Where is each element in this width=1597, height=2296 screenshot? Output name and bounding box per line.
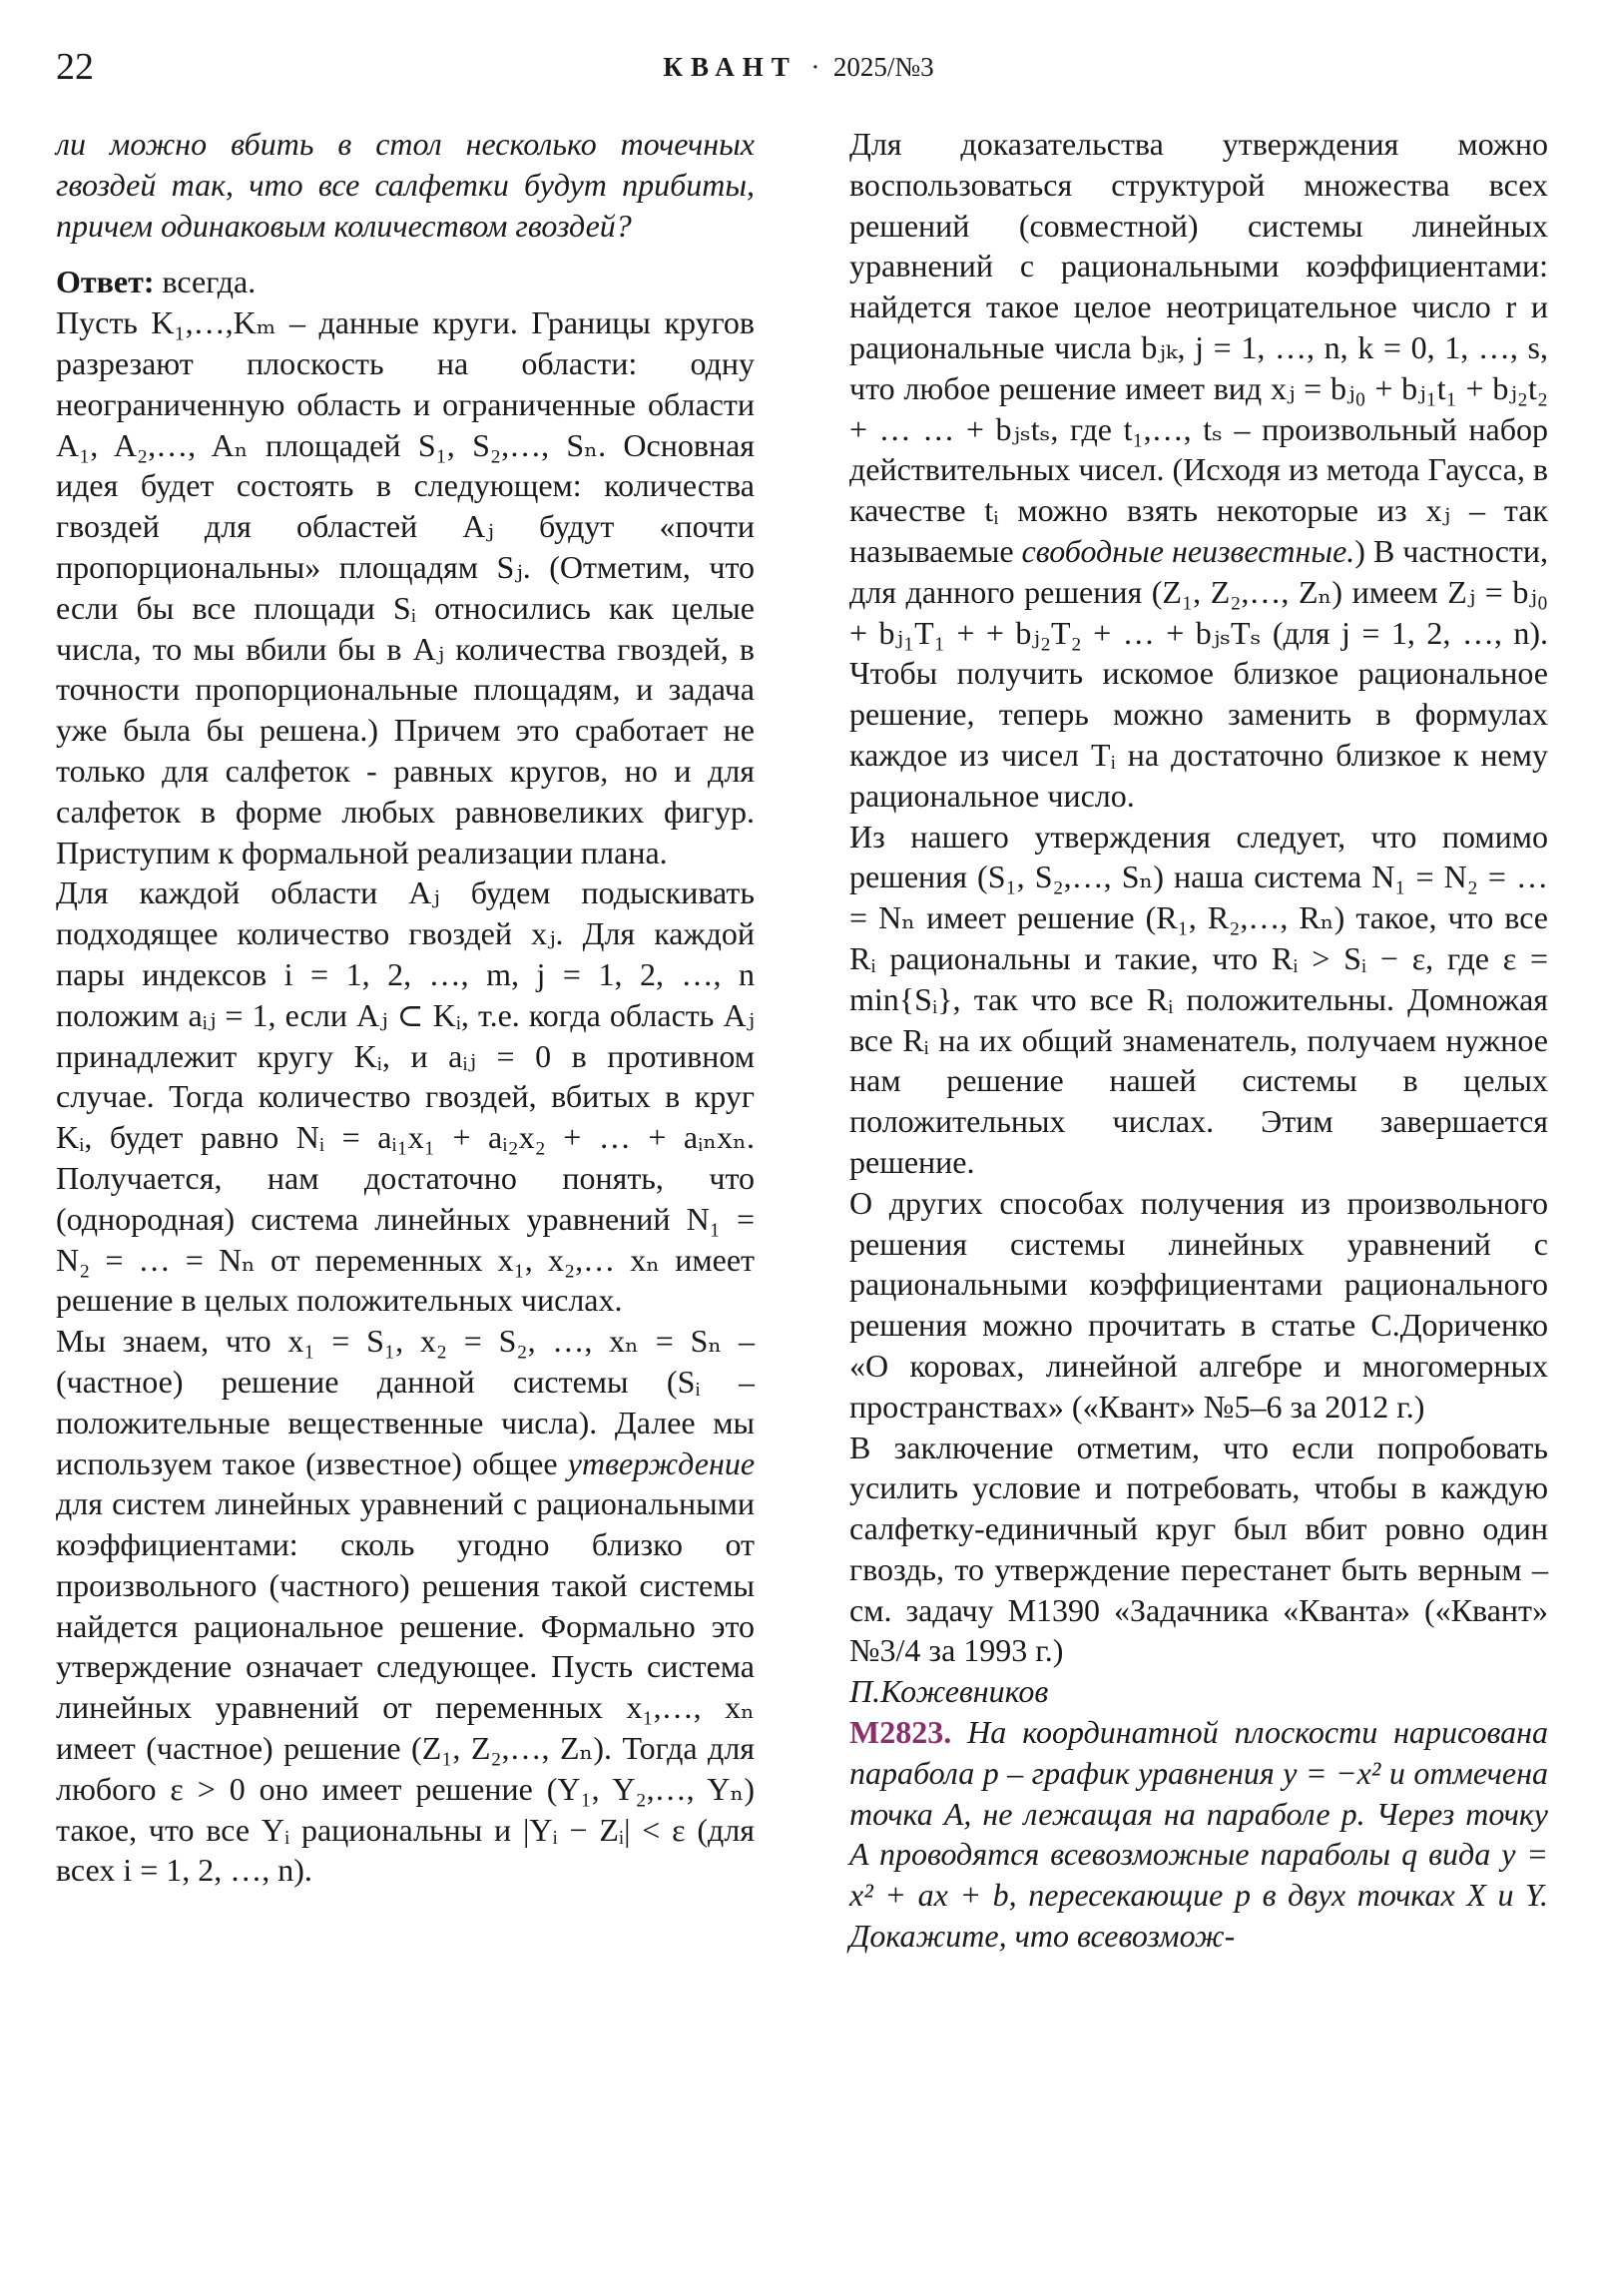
- author-signature: П.Кожевников: [849, 1673, 1049, 1710]
- paragraph-1: Пусть K₁,…,Kₘ – данные круги. Границы кругов разрезают плоскость на области: одну неограниченную область и ограниченные области A₁, A₂,…, Aₙ площадей S₁, S₂,…, Sₙ. Основная идея будет состоять в следующем: количества гвоздей для областей Aⱼ будут «почти пропорциональны» площадям Sⱼ. (Отметим, что если бы все площади Sᵢ относились как целые числа, то мы вбили бы в Aⱼ количества гвоздей, в точности пропорциональные площадям, и задача уже была бы решена.) Причем это сработает не только для салфеток - равных кругов, но и для салфеток в форме любых равновеликих фигур. Приступим к формальной реализации плана.: [56, 304, 755, 870]
- paragraph-6: О других способах получения из произвольного решения системы линейных уравнений с рациональными коэффициентами рационального решения можно прочитать в статье С.Дориченко «О коровах, линейной алгебре и многомерных пространствах» («Квант» №5–6 за 2012 г.): [849, 1184, 1548, 1425]
- paragraph-4-part-a: Для доказательства утверждения можно воспользоваться структурой множества всех решений (совместной) системы линейных уравнений с рациональными коэффициентами: найдется такое целое неотрицательное число r и рациональные числа bⱼₖ, j = 1, …, n, k = 0, 1, …, s, что любое решение имеет вид xⱼ = bⱼ₀ + bⱼ₁t₁ + bⱼ₂t₂ + … … + bⱼₛtₛ, где t₁,…, tₛ – произвольный набор действительных чисел. (Исходя из метода Гаусса, в качестве tᵢ можно взять некоторые из xⱼ – так называемые: [849, 126, 1548, 569]
- paragraph-2: Для каждой области Aⱼ будем подыскивать подходящее количество гвоздей xⱼ. Для каждой пары индексов i = 1, 2, …, m, j = 1, 2, …, n положим aᵢⱼ = 1, если Aⱼ ⊂ Kᵢ, т.е. когда область Aⱼ принадлежит кругу Kᵢ, и aᵢⱼ = 0 в противном случае. Тогда количество гвоздей, вбитых в круг Kᵢ, будет равно Nᵢ = aᵢ₁x₁ + aᵢ₂x₂ + … + aᵢₙxₙ. Получается, нам достаточно понять, что (однородная) система линейных уравнений N₁ = N₂ = … = Nₙ от переменных x₁, x₂,… xₙ имеет решение в целых положительных числах.: [56, 874, 755, 1319]
- next-problem: [849, 1712, 1548, 1957]
- paragraph-3-emphasis: утверждение: [567, 1444, 756, 1481]
- page-number: 22: [56, 46, 94, 88]
- journal-title: [56, 42, 1541, 92]
- problem-text: На координатной плоскости нарисована парабола p – график уравнения y = −x² и отмечена точка A, не лежащая на параболе p. Через точку A проводятся всевозможные параболы q вида y = x² + ax + b, пересекающие p в двух точках X и Y. Докажите, что всевозмож-: [849, 1714, 1548, 1955]
- page-header: [56, 42, 1541, 92]
- answer-label: Ответ:: [56, 264, 155, 300]
- answer-text: всегда.: [162, 264, 257, 300]
- issue-number: 2025/№3: [832, 52, 934, 82]
- paragraph-3: [56, 1321, 755, 1891]
- journal-name: КВАНТ: [663, 52, 798, 82]
- paragraph-3-part-a: Мы знаем, что x₁ = S₁, x₂ = S₂, …, xₙ = Sₙ – (частное) решение данной системы (Sᵢ – положительные вещественные числа). Далее мы используем такое (известное) общее: [56, 1323, 755, 1481]
- problem-number: М2823.: [849, 1714, 952, 1751]
- paragraph-5: Из нашего утверждения следует, что помимо решения (S₁, S₂,…, Sₙ) наша система N₁ = N₂ = … = Nₙ имеет решение (R₁, R₂,…, Rₙ) такое, что все Rᵢ рациональны и такие, что Rᵢ > Sᵢ − ε, где ε = min{Sᵢ}, так что все Rᵢ положительны. Домножая все Rᵢ на их общий знаменатель, получаем нужное нам решение нашей системы в целых положительных числах. Этим завершается решение.: [849, 818, 1548, 1180]
- answer-line: [56, 262, 755, 302]
- left-column: [56, 124, 755, 1891]
- right-column: [849, 124, 1548, 1957]
- paragraph-4-emphasis: свободные неизвестные.: [1021, 532, 1355, 569]
- paragraph-4: [849, 124, 1548, 817]
- paragraph-7: В заключение отметим, что если попробовать усилить условие и потребовать, чтобы в каждую салфетку-единичный круг был вбит ровно один гвоздь, то утверждение перестанет быть верным – см. задачу М1390 «Задачника «Кванта» («Квант» №3/4 за 1993 г.): [849, 1429, 1548, 1669]
- problem-intro: ли можно вбить в стол несколько точечных гвоздей так, что все салфетки будут прибиты, причем одинаковым количеством гвоздей?: [56, 126, 755, 244]
- paragraph-3-part-b: для систем линейных уравнений с рациональными коэффициентами: сколь угодно близко от произвольного (частного) решения такой системы найдется рациональное решение. Формально это утверждение означает следующее. Пусть система линейных уравнений от переменных x₁,…, xₙ имеет (частное) решение (Z₁, Z₂,…, Zₙ). Тогда для любого ε > 0 оно имеет решение (Y₁, Y₂,…, Yₙ) такое, что все Yᵢ рациональны и |Yᵢ − Zᵢ| < ε (для всех i = 1, 2, …, n).: [56, 1485, 755, 1889]
- paragraph-4-part-b: ) В частности, для данного решения (Z₁, Z₂,…, Zₙ) имеем Zⱼ = bⱼ₀ + bⱼ₁T₁ + + bⱼ₂T₂ + … + bⱼₛTₛ (для j = 1, 2, …, n). Чтобы получить искомое близкое рациональное решение, теперь можно заменить в формулах каждое из чисел Tᵢ на достаточно близкое к нему рациональное число.: [849, 532, 1549, 814]
- header-separator: ·: [810, 52, 820, 82]
